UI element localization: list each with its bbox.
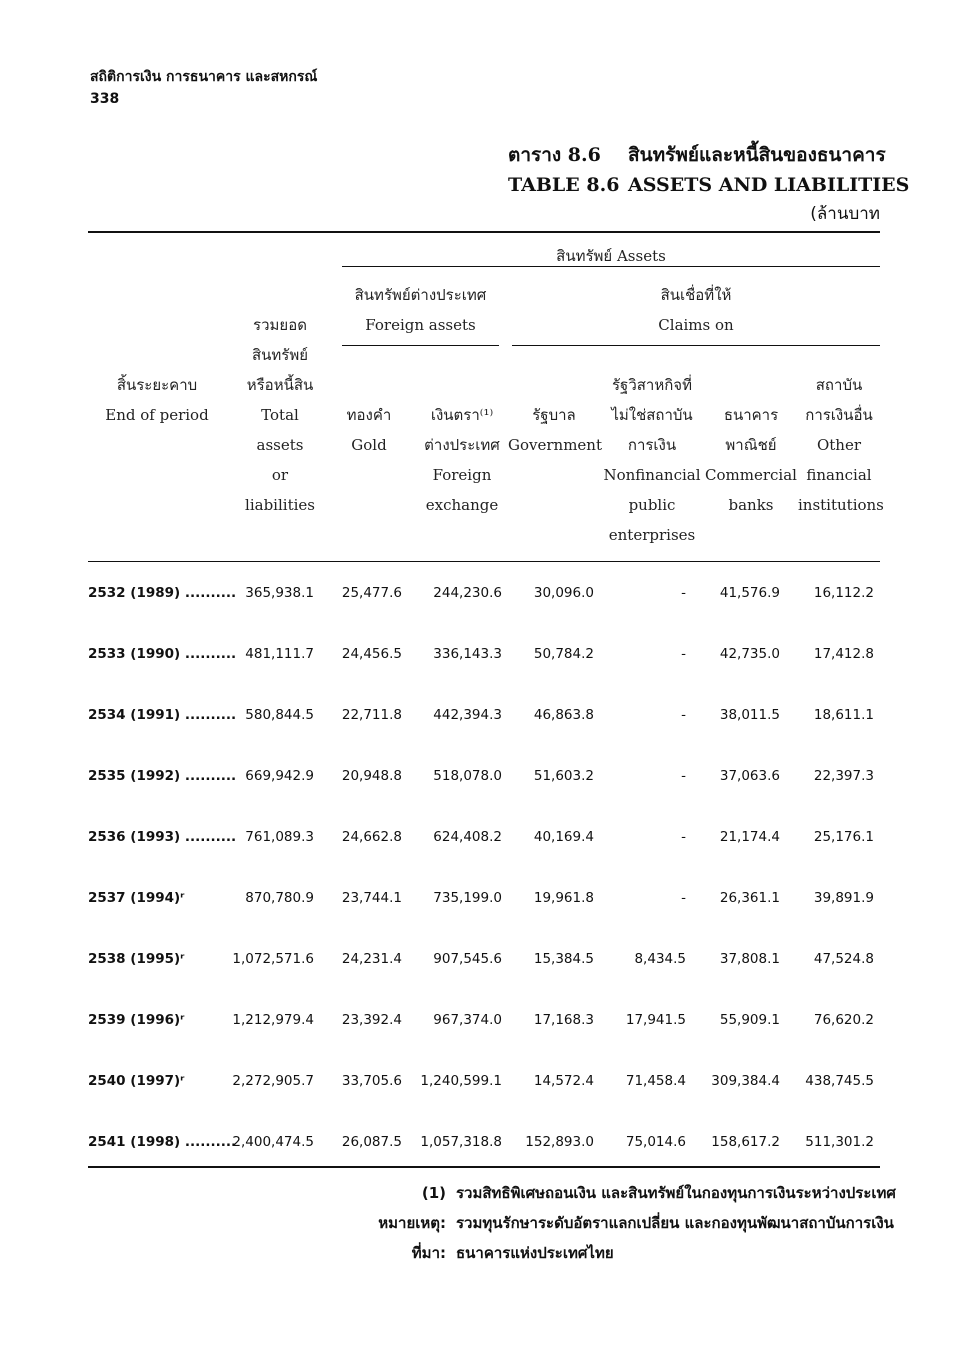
cell-commercial-banks: 309,384.4 (711, 1073, 780, 1089)
header-text-line: Foreign (432, 466, 492, 484)
cell-government: 51,603.2 (533, 768, 594, 784)
header-text-line: ต่างประเทศ (424, 436, 500, 454)
header-text-line: ไม่ใช่สถาบัน (611, 406, 693, 424)
header-text-line: หรือหนี้สิน (246, 376, 314, 394)
table-row (88, 829, 880, 853)
cell-foreign-exchange: 442,394.3 (433, 707, 502, 723)
cell-gold: 24,231.4 (341, 951, 402, 967)
header-text-line: Gold (351, 436, 387, 454)
cell-total: 580,844.5 (245, 707, 314, 723)
header-foreign-assets (342, 280, 499, 340)
cell-period: 2535 (1992) .......... (88, 768, 237, 784)
header-text-line: Total (261, 406, 299, 424)
cell-nonfinancial-public-enterprises: 17,941.5 (625, 1012, 686, 1028)
source-note (278, 1238, 878, 1268)
header-text-line: Nonfinancial (603, 466, 701, 484)
header-total (230, 310, 330, 520)
cell-period: 2538 (1995)ʳ (88, 951, 185, 967)
cell-government: 17,168.3 (533, 1012, 594, 1028)
header-other-financial-institutions (798, 370, 884, 520)
cell-period: 2540 (1997)ʳ (88, 1073, 185, 1089)
cell-period: 2536 (1993) .......... (88, 829, 237, 845)
header-text-line: การเงินอื่น (805, 406, 873, 424)
header-text-line: enterprises (608, 526, 696, 544)
header-text-line: Commercial (705, 466, 797, 484)
header-text-line: or (271, 466, 289, 484)
cell-nonfinancial-public-enterprises: - (681, 707, 686, 723)
header-nonfinancial-public-enterprises (603, 370, 701, 550)
cell-gold: 25,477.6 (341, 585, 402, 601)
cell-foreign-exchange: 1,240,599.1 (420, 1073, 502, 1089)
table-row (88, 1134, 880, 1158)
header-text-line: End of period (105, 406, 209, 424)
cell-commercial-banks: 55,909.1 (719, 1012, 780, 1028)
cell-gold: 24,456.5 (341, 646, 402, 662)
cell-other-financial-institutions: 76,620.2 (813, 1012, 874, 1028)
cell-foreign-exchange: 518,078.0 (433, 768, 502, 784)
header-text-line: สินเชื่อที่ให้ (660, 286, 732, 304)
table-row (88, 707, 880, 731)
cell-government: 50,784.2 (533, 646, 594, 662)
cell-other-financial-institutions: 438,745.5 (805, 1073, 874, 1089)
header-assets-group (342, 241, 880, 271)
header-text-line: Claims on (658, 316, 734, 334)
cell-foreign-exchange: 735,199.0 (433, 890, 502, 906)
cell-commercial-banks: 158,617.2 (711, 1134, 780, 1150)
foreign-assets-rule (342, 345, 499, 346)
header-text-line: public (628, 496, 676, 514)
top-rule (88, 231, 880, 233)
cell-total: 1,072,571.6 (232, 951, 314, 967)
header-text-line: ธนาคาร (723, 406, 779, 424)
header-text-line: exchange (425, 496, 499, 514)
cell-nonfinancial-public-enterprises: - (681, 768, 686, 784)
table-notes (278, 1178, 896, 1268)
source-text: ธนาคารแห่งประเทศไทย (456, 1244, 614, 1262)
header-text-line: สินทรัพย์ (251, 346, 309, 364)
header-government (508, 400, 600, 460)
cell-foreign-exchange: 336,143.3 (433, 646, 502, 662)
cell-period: 2532 (1989) .......... (88, 585, 237, 601)
cell-other-financial-institutions: 39,891.9 (813, 890, 874, 906)
cell-other-financial-institutions: 25,176.1 (813, 829, 874, 845)
header-text-line: การเงิน (627, 436, 677, 454)
footnote-key: (1) (421, 1184, 446, 1202)
table-row (88, 1012, 880, 1036)
header-text-line: สินทรัพย์ต่างประเทศ (354, 286, 487, 304)
cell-government: 46,863.8 (533, 707, 594, 723)
cell-nonfinancial-public-enterprises: - (681, 829, 686, 845)
title-thai-text: สินทรัพย์และหนี้สินของธนาคาร (628, 144, 886, 166)
table-row (88, 1073, 880, 1097)
title-english (508, 170, 910, 200)
cell-total: 761,089.3 (245, 829, 314, 845)
cell-gold: 20,948.8 (341, 768, 402, 784)
header-text-line: assets (256, 436, 304, 454)
running-head (90, 66, 317, 110)
table-row (88, 768, 880, 792)
header-text-line: Foreign assets (365, 316, 476, 334)
header-text-line: รวมยอด (253, 316, 307, 334)
cell-nonfinancial-public-enterprises: - (681, 646, 686, 662)
title-english-label: TABLE 8.6 (508, 174, 620, 196)
remark-note (278, 1208, 894, 1238)
table-row (88, 890, 880, 914)
cell-gold: 22,711.8 (341, 707, 402, 723)
cell-period: 2534 (1991) .......... (88, 707, 237, 723)
table-row (88, 646, 880, 670)
cell-government: 152,893.0 (525, 1134, 594, 1150)
cell-other-financial-institutions: 17,412.8 (813, 646, 874, 662)
table-row (88, 585, 880, 609)
page-number: 338 (90, 91, 120, 107)
remark-key: หมายเหตุ: (378, 1214, 446, 1232)
cell-foreign-exchange: 244,230.6 (433, 585, 502, 601)
cell-nonfinancial-public-enterprises: - (681, 890, 686, 906)
header-text-line: liabilities (245, 496, 315, 514)
cell-commercial-banks: 37,063.6 (719, 768, 780, 784)
header-gold (335, 400, 403, 460)
title-thai-label: ตาราง 8.6 (508, 144, 601, 166)
cell-commercial-banks: 26,361.1 (719, 890, 780, 906)
footnote-text: รวมสิทธิพิเศษถอนเงิน และสินทรัพย์ในกองทุนการเงินระหว่างประเทศ (456, 1184, 896, 1202)
cell-government: 30,096.0 (533, 585, 594, 601)
cell-period: 2539 (1996)ʳ (88, 1012, 185, 1028)
cell-commercial-banks: 42,735.0 (719, 646, 780, 662)
table-row (88, 951, 880, 975)
cell-foreign-exchange: 624,408.2 (433, 829, 502, 845)
cell-total: 2,400,474.5 (232, 1134, 314, 1150)
cell-commercial-banks: 21,174.4 (719, 829, 780, 845)
header-text-line: รัฐวิสาหกิจที่ (612, 376, 692, 394)
cell-nonfinancial-public-enterprises: - (681, 585, 686, 601)
header-claims-on (512, 280, 880, 340)
cell-gold: 24,662.8 (341, 829, 402, 845)
cell-total: 669,942.9 (245, 768, 314, 784)
cell-total: 365,938.1 (245, 585, 314, 601)
cell-foreign-exchange: 907,545.6 (433, 951, 502, 967)
cell-foreign-exchange: 1,057,318.8 (420, 1134, 502, 1150)
header-text-line: financial (806, 466, 872, 484)
cell-commercial-banks: 37,808.1 (719, 951, 780, 967)
title-thai (508, 140, 886, 170)
cell-nonfinancial-public-enterprises: 71,458.4 (625, 1073, 686, 1089)
cell-commercial-banks: 38,011.5 (719, 707, 780, 723)
cell-other-financial-institutions: 22,397.3 (813, 768, 874, 784)
cell-government: 15,384.5 (533, 951, 594, 967)
header-text-line: พาณิชย์ (725, 436, 777, 454)
cell-nonfinancial-public-enterprises: 8,434.5 (634, 951, 686, 967)
cell-other-financial-institutions: 16,112.2 (813, 585, 874, 601)
running-title: สถิติการเงิน การธนาคาร และสหกรณ์ (90, 69, 318, 85)
cell-total: 1,212,979.4 (232, 1012, 314, 1028)
cell-gold: 23,744.1 (341, 890, 402, 906)
source-key: ที่มา: (411, 1244, 446, 1262)
header-text-line: Other (816, 436, 862, 454)
cell-commercial-banks: 41,576.9 (719, 585, 780, 601)
cell-total: 2,272,905.7 (232, 1073, 314, 1089)
cell-government: 14,572.4 (533, 1073, 594, 1089)
header-commercial-banks (704, 400, 798, 520)
cell-nonfinancial-public-enterprises: 75,014.6 (625, 1134, 686, 1150)
header-foreign-exchange (412, 400, 512, 520)
header-bottom-rule (88, 561, 880, 562)
cell-other-financial-institutions: 47,524.8 (813, 951, 874, 967)
header-text-line: ทองคำ (346, 406, 392, 424)
header-period (92, 370, 222, 430)
cell-period: 2541 (1998) .......... (88, 1134, 237, 1150)
header-text-line: รัฐบาล (532, 406, 576, 424)
claims-rule (512, 345, 880, 346)
header-text-line: Government (508, 436, 602, 454)
cell-period: 2533 (1990) .......... (88, 646, 237, 662)
cell-gold: 33,705.6 (341, 1073, 402, 1089)
cell-other-financial-institutions: 18,611.1 (813, 707, 874, 723)
cell-government: 19,961.8 (533, 890, 594, 906)
footnote-1 (278, 1178, 896, 1208)
remark-text: รวมทุนรักษาระดับอัตราแลกเปลี่ยน และกองทุนพัฒนาสถาบันการเงิน (456, 1214, 894, 1232)
cell-gold: 26,087.5 (341, 1134, 402, 1150)
title-english-text: ASSETS AND LIABILITIES (628, 174, 910, 196)
header-text-line: สิ้นระยะคาบ (116, 376, 198, 394)
cell-government: 40,169.4 (533, 829, 594, 845)
unit-label: (ล้านบาท (810, 204, 880, 224)
header-text-line: banks (728, 496, 774, 514)
bottom-rule (88, 1166, 880, 1168)
cell-foreign-exchange: 967,374.0 (433, 1012, 502, 1028)
table-title (508, 140, 910, 200)
cell-total: 870,780.9 (245, 890, 314, 906)
cell-other-financial-institutions: 511,301.2 (805, 1134, 874, 1150)
header-text-line: เงินตรา⁽¹⁾ (430, 406, 494, 424)
cell-total: 481,111.7 (245, 646, 314, 662)
cell-period: 2537 (1994)ʳ (88, 890, 185, 906)
header-text-line: สถาบัน (815, 376, 863, 394)
header-text-line: institutions (798, 496, 884, 514)
header-text-line: สินทรัพย์ Assets (556, 247, 666, 265)
cell-gold: 23,392.4 (341, 1012, 402, 1028)
